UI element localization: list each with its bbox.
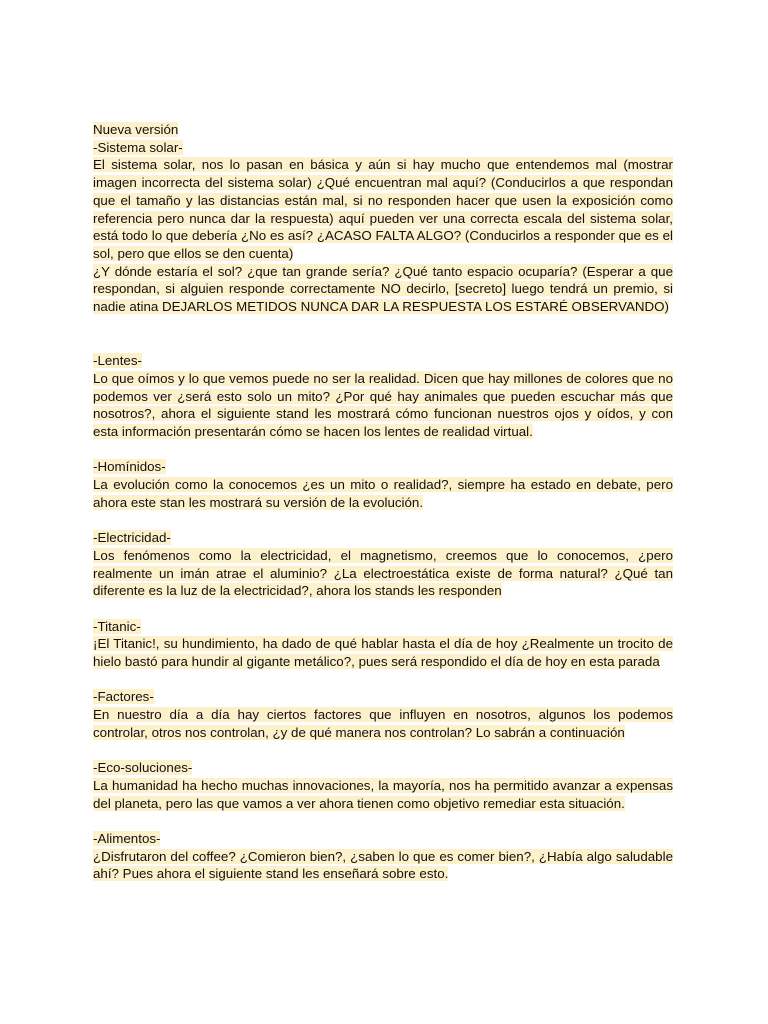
document-title-block — [93, 121, 673, 139]
section-heading-alimentos: -Alimentos- — [93, 831, 161, 847]
section-body-lentes: Lo que oímos y lo que vemos puede no ser la realidad. Dicen que hay millones de colores que no podemos ver ¿será esto solo un mito? ¿Por qué hay animales que pueden escuchar más que nosotros?, ahora el siguiente stand les mostrará cómo funcionan nuestros ojos y oídos, y con esta información presentarán cómo se hacen los lentes de realidad virtual. — [93, 370, 673, 439]
spacer — [93, 812, 673, 830]
spacer — [93, 441, 673, 459]
section-heading-eco-soluciones: -Eco-soluciones- — [93, 760, 193, 776]
section-heading-sistema-solar: -Sistema solar- — [93, 139, 183, 155]
section-heading-electricidad-block — [93, 529, 673, 547]
section-heading-lentes-block — [93, 352, 673, 370]
section-heading-factores-block — [93, 688, 673, 706]
section-body-lentes-block — [93, 370, 673, 441]
section-heading-lentes: -Lentes- — [93, 353, 142, 369]
section-body-factores: En nuestro día a día hay ciertos factores que influyen en nosotros, algunos los podemos controlar, otros nos controlan, ¿y de qué manera nos controlan? Lo sabrán a continuación — [93, 707, 673, 740]
section-heading-titanic: -Titanic- — [93, 618, 141, 634]
section-body-sistema-solar-block — [93, 156, 673, 262]
section-heading-hominidos-block — [93, 458, 673, 476]
spacer — [93, 316, 673, 351]
section-body2-sistema-solar: ¿Y dónde estaría el sol? ¿que tan grande sería? ¿Qué tanto espacio ocuparía? (Esperar a que respondan, si alguien responde correctamente NO decirlo, [secreto] luego tendrá un premio, si nadie atina DEJARLOS METIDOS NUNCA DAR LA RESPUESTA LOS ESTARÉ OBSERVANDO) — [93, 263, 673, 315]
section-heading-sistema-solar-block — [93, 139, 673, 157]
section-body-titanic: ¡El Titanic!, su hundimiento, ha dado de qué hablar hasta el día de hoy ¿Realmente un trocito de hielo bastó para hundir al gigante metálico?, pues será respondido el día de hoy en esta parada — [93, 636, 673, 670]
spacer — [93, 742, 673, 760]
section-heading-eco-soluciones-block — [93, 759, 673, 777]
section-body-eco-soluciones-block — [93, 777, 673, 812]
document-title: Nueva versión — [93, 122, 179, 137]
section-body-alimentos: ¿Disfrutaron del coffee? ¿Comieron bien?, ¿saben lo que es comer bien?, ¿Había algo saludable ahí? Pues ahora el siguiente stand les enseñará sobre esto. — [93, 848, 673, 882]
section-body-sistema-solar: El sistema solar, nos lo pasan en básica y aún si hay mucho que entendemos mal (mostrar imagen incorrecta del sistema solar) ¿Qué encuentran mal aquí? (Conducirlos a que respondan que el tamaño y las distancias están mal, si no responden hacer que usen la exposición como referencia pero nunca dar la respuesta) aquí pueden ver una correcta escala del sistema solar, está todo lo que debería ¿No es así? ¿ACASO FALTA ALGO? (Conducirlos a responder que es el sol, pero que ellos se den cuenta) — [93, 157, 673, 261]
section-heading-alimentos-block — [93, 830, 673, 848]
section-heading-titanic-block — [93, 618, 673, 636]
section-heading-factores: -Factores- — [93, 689, 154, 705]
section-body2-sistema-solar-block — [93, 263, 673, 316]
spacer — [93, 511, 673, 529]
section-body-electricidad-block — [93, 547, 673, 600]
section-body-titanic-block — [93, 635, 673, 670]
section-body-electricidad: Los fenómenos como la electricidad, el magnetismo, creemos que lo conocemos, ¿pero realmente un imán atrae el aluminio? ¿La electroestática existe de forma natural? ¿Qué tan diferente es la luz de la electricidad?, ahora los stands les responden — [93, 547, 673, 599]
section-body-hominidos-block — [93, 476, 673, 511]
spacer — [93, 671, 673, 689]
document-page — [93, 121, 673, 883]
spacer — [93, 600, 673, 618]
section-body-eco-soluciones: La humanidad ha hecho muchas innovaciones, la mayoría, nos ha permitido avanzar a expensas del planeta, pero las que vamos a ver ahora tienen como objetivo remediar esta situación. — [93, 777, 673, 811]
section-body-hominidos: La evolución como la conocemos ¿es un mito o realidad?, siempre ha estado en debate, pero ahora este stan les mostrará su versión de la evolución. — [93, 477, 673, 510]
section-body-factores-block — [93, 706, 673, 741]
section-body-alimentos-block — [93, 848, 673, 883]
section-heading-electricidad: -Electricidad- — [93, 530, 171, 546]
section-heading-hominidos: -Homínidos- — [93, 459, 166, 475]
